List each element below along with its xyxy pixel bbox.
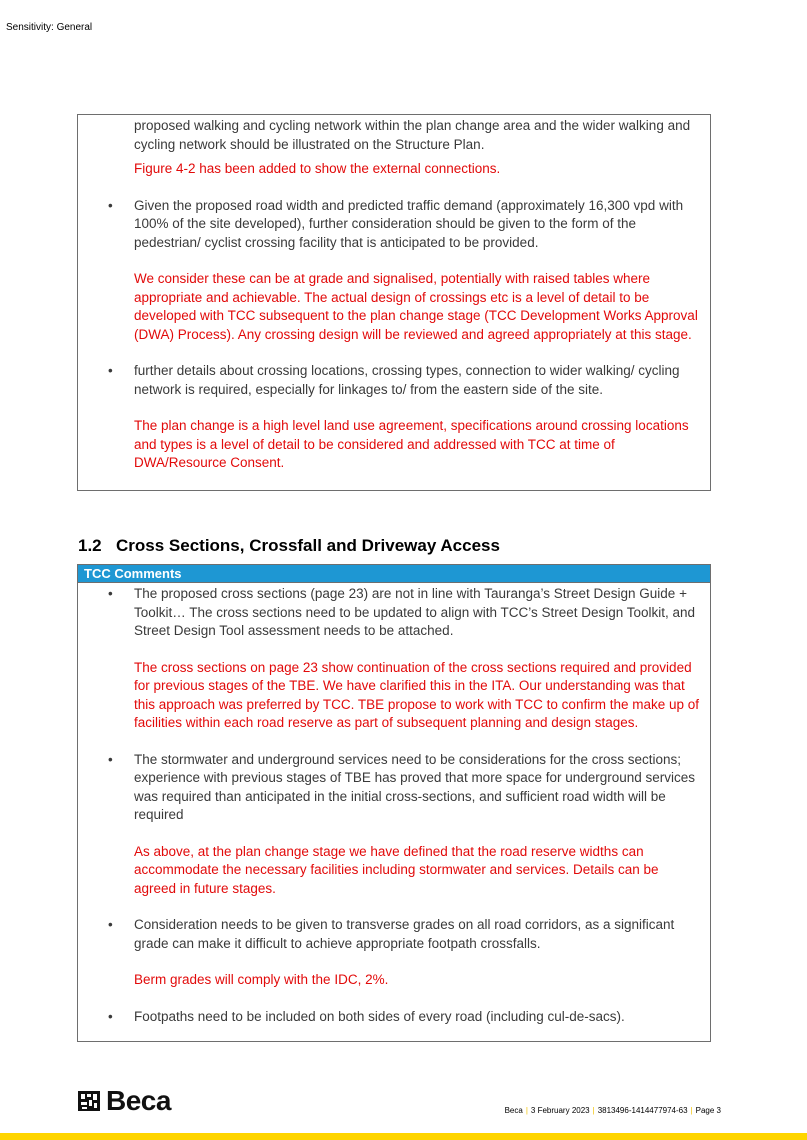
brand-bar	[0, 1133, 807, 1140]
response-paragraph: As above, at the plan change stage we have defined that the road reserve widths can accommodate the necessary facilities including stormwater and services. Details can be agreed in future stages.	[134, 843, 659, 896]
section-heading	[78, 536, 500, 556]
response-paragraph: The plan change is a high level land use agreement, specifications around crossing locations and types is a level of detail to be considered and addressed with TCC at time of DWA/Resource Consent.	[134, 418, 689, 470]
response-paragraph: Figure 4-2 has been added to show the external connections.	[134, 161, 501, 176]
beca-logo	[78, 1085, 171, 1116]
bullet-comment: • Consideration needs to be given to transverse grades on all road corridors, as a significant grade can make it difficult to achieve appropriate footpath crossfalls.	[78, 916, 710, 953]
page-footer	[505, 1106, 721, 1115]
body-paragraph: proposed walking and cycling network within the plan change area and the wider walking and cycling network should be illustrated on the Structure Plan.	[134, 118, 691, 152]
table-header: TCC Comments	[78, 565, 710, 583]
beca-logo-icon	[78, 1091, 100, 1111]
bullet-comment: • Footpaths need to be included on both sides of every road (including cul-de-sacs).	[78, 1008, 710, 1027]
response-paragraph: We consider these can be at grade and signalised, potentially with raised tables where appropriate and achievable. The actual design of crossings etc is a level of detail to be developed with TCC subsequent to the plan change stage (TCC Development Works Approval (DWA) Process). Any crossing design will be reviewed and agreed appropriately at this stage.	[134, 271, 698, 342]
footer-page-number: Page 3	[695, 1106, 721, 1115]
section-title: Cross Sections, Crossfall and Driveway Access	[116, 536, 500, 555]
response-paragraph: The cross sections on page 23 show continuation of the cross sections required and provided for previous stages of the TBE. We have clarified this in the ITA. Our understanding was that this approach was preferred by TCC. TBE propose to work with TCC to confirm the make up of facilities within each road reserve as part of subsequent planning and design stages.	[134, 659, 699, 730]
footer-company: Beca	[504, 1106, 523, 1115]
footer-date: 3 February 2023	[530, 1106, 590, 1115]
bullet-comment: • The stormwater and underground services need to be considerations for the cross sections; experience with previous stages of TBE has proved that more space for underground services was required than anticipated in the initial cross-sections, and sufficient road width will be required	[78, 751, 710, 825]
response-paragraph: Berm grades will comply with the IDC, 2%.	[134, 972, 389, 987]
beca-logo-wordmark: Beca	[106, 1085, 171, 1116]
sensitivity-label: Sensitivity: General	[6, 22, 93, 33]
bullet-comment: • The proposed cross sections (page 23) are not in line with Tauranga’s Street Design Guide + Toolkit… The cross sections need to be updated to align with TCC’s Street Design Toolkit, and Street Design Tool assessment needs to be attached.	[78, 585, 710, 641]
bullet-comment: • further details about crossing locations, crossing types, connection to wider walking/ cycling network is required, especially for linkages to/ from the eastern side of the site.	[78, 362, 710, 399]
footer-separator: |	[525, 1106, 528, 1115]
section-number: 1.2	[78, 536, 102, 555]
footer-doc-id: 3813496-1414477974-63	[597, 1106, 688, 1115]
footer-separator: |	[690, 1106, 693, 1115]
footer-separator: |	[592, 1106, 595, 1115]
bullet-comment: • Given the proposed road width and predicted traffic demand (approximately 16,300 vpd with 100% of the site developed), further consideration should be given to the form of the pedestrian/ cyclist crossing facility that is anticipated to be provided.	[78, 197, 710, 253]
comment-box-cross-sections	[77, 564, 711, 1042]
comment-box-walking-cycling	[77, 114, 711, 491]
